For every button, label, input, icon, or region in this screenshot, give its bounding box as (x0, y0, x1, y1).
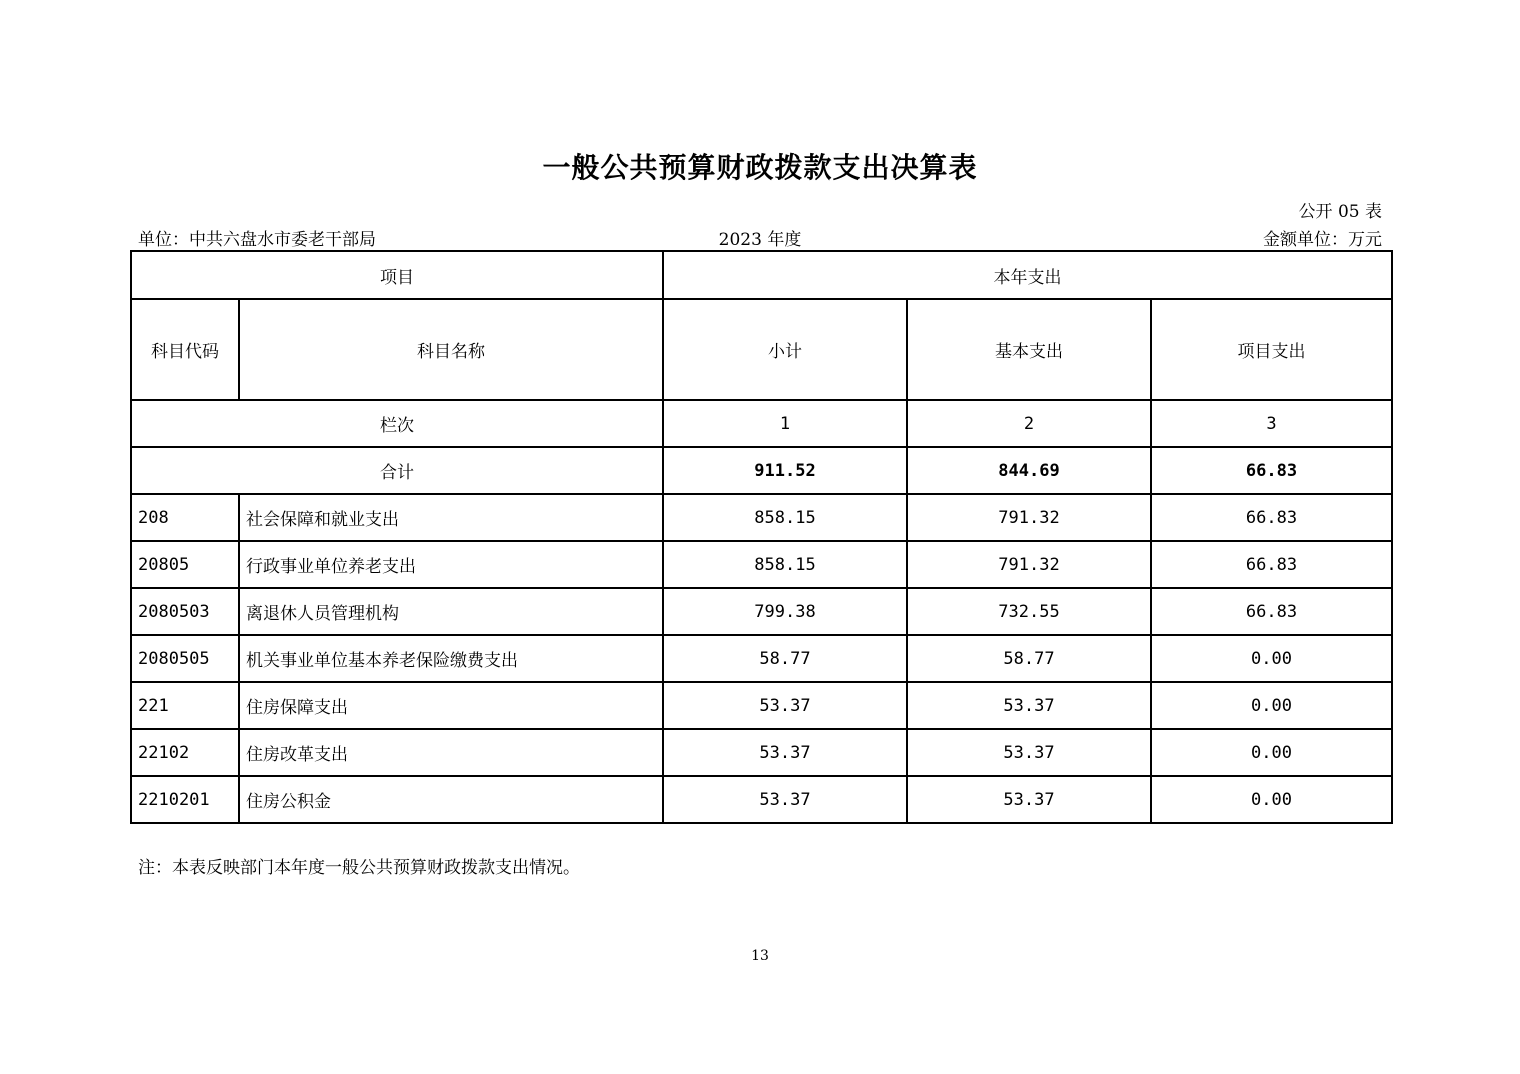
subject-name: 机关事业单位基本养老保险缴费支出 (239, 635, 663, 682)
column-index-3: 3 (1151, 400, 1392, 447)
header-row-2 (131, 299, 1392, 400)
subject-code: 208 (131, 494, 239, 541)
table-row (131, 635, 1392, 682)
basic-value: 53.37 (907, 776, 1151, 823)
subject-name: 社会保障和就业支出 (239, 494, 663, 541)
table-row (131, 541, 1392, 588)
subtotal-value: 858.15 (663, 541, 907, 588)
header-project: 项目 (131, 251, 663, 299)
basic-value: 58.77 (907, 635, 1151, 682)
project-value: 66.83 (1151, 541, 1392, 588)
column-index-1: 1 (663, 400, 907, 447)
subject-code: 2080503 (131, 588, 239, 635)
project-value: 0.00 (1151, 776, 1392, 823)
subject-code: 2210201 (131, 776, 239, 823)
header-basic-expense: 基本支出 (907, 299, 1151, 400)
subtotal-value: 53.37 (663, 776, 907, 823)
subtotal-value: 858.15 (663, 494, 907, 541)
project-value: 66.83 (1151, 588, 1392, 635)
subject-code: 22102 (131, 729, 239, 776)
header-subject-name: 科目名称 (239, 299, 663, 400)
subject-name: 住房改革支出 (239, 729, 663, 776)
table-row (131, 729, 1392, 776)
subject-name: 离退休人员管理机构 (239, 588, 663, 635)
table-row (131, 588, 1392, 635)
basic-value: 53.37 (907, 682, 1151, 729)
table-row (131, 682, 1392, 729)
column-index-2: 2 (907, 400, 1151, 447)
column-index-label: 栏次 (131, 400, 663, 447)
form-number: 公开 05 表 (1298, 202, 1382, 222)
subtotal-value: 799.38 (663, 588, 907, 635)
project-value: 0.00 (1151, 682, 1392, 729)
total-label: 合计 (131, 447, 663, 494)
header-row-1 (131, 251, 1392, 299)
basic-value: 791.32 (907, 541, 1151, 588)
table-row (131, 494, 1392, 541)
subtotal-value: 53.37 (663, 682, 907, 729)
total-subtotal: 911.52 (663, 447, 907, 494)
subject-name: 行政事业单位养老支出 (239, 541, 663, 588)
subtotal-value: 53.37 (663, 729, 907, 776)
basic-value: 53.37 (907, 729, 1151, 776)
subject-code: 2080505 (131, 635, 239, 682)
basic-value: 732.55 (907, 588, 1151, 635)
project-value: 0.00 (1151, 729, 1392, 776)
total-basic: 844.69 (907, 447, 1151, 494)
table-row (131, 776, 1392, 823)
money-unit-label: 金额单位：万元 (1263, 230, 1382, 250)
page-title: 一般公共预算财政拨款支出决算表 (542, 151, 978, 184)
budget-table (130, 250, 1393, 824)
unit-label: 单位：中共六盘水市委老干部局 (138, 230, 376, 250)
subject-name: 住房保障支出 (239, 682, 663, 729)
year-label: 2023 年度 (718, 230, 802, 250)
basic-value: 791.32 (907, 494, 1151, 541)
header-project-expense: 项目支出 (1151, 299, 1392, 400)
header-subtotal: 小计 (663, 299, 907, 400)
subtotal-value: 58.77 (663, 635, 907, 682)
page-number: 13 (751, 948, 769, 964)
header-subject-code: 科目代码 (131, 299, 239, 400)
subject-code: 20805 (131, 541, 239, 588)
subject-code: 221 (131, 682, 239, 729)
footnote: 注：本表反映部门本年度一般公共预算财政拨款支出情况。 (138, 858, 580, 878)
project-value: 66.83 (1151, 494, 1392, 541)
project-value: 0.00 (1151, 635, 1392, 682)
total-project: 66.83 (1151, 447, 1392, 494)
column-index-row (131, 400, 1392, 447)
header-current-year-expense: 本年支出 (663, 251, 1392, 299)
total-row (131, 447, 1392, 494)
subject-name: 住房公积金 (239, 776, 663, 823)
